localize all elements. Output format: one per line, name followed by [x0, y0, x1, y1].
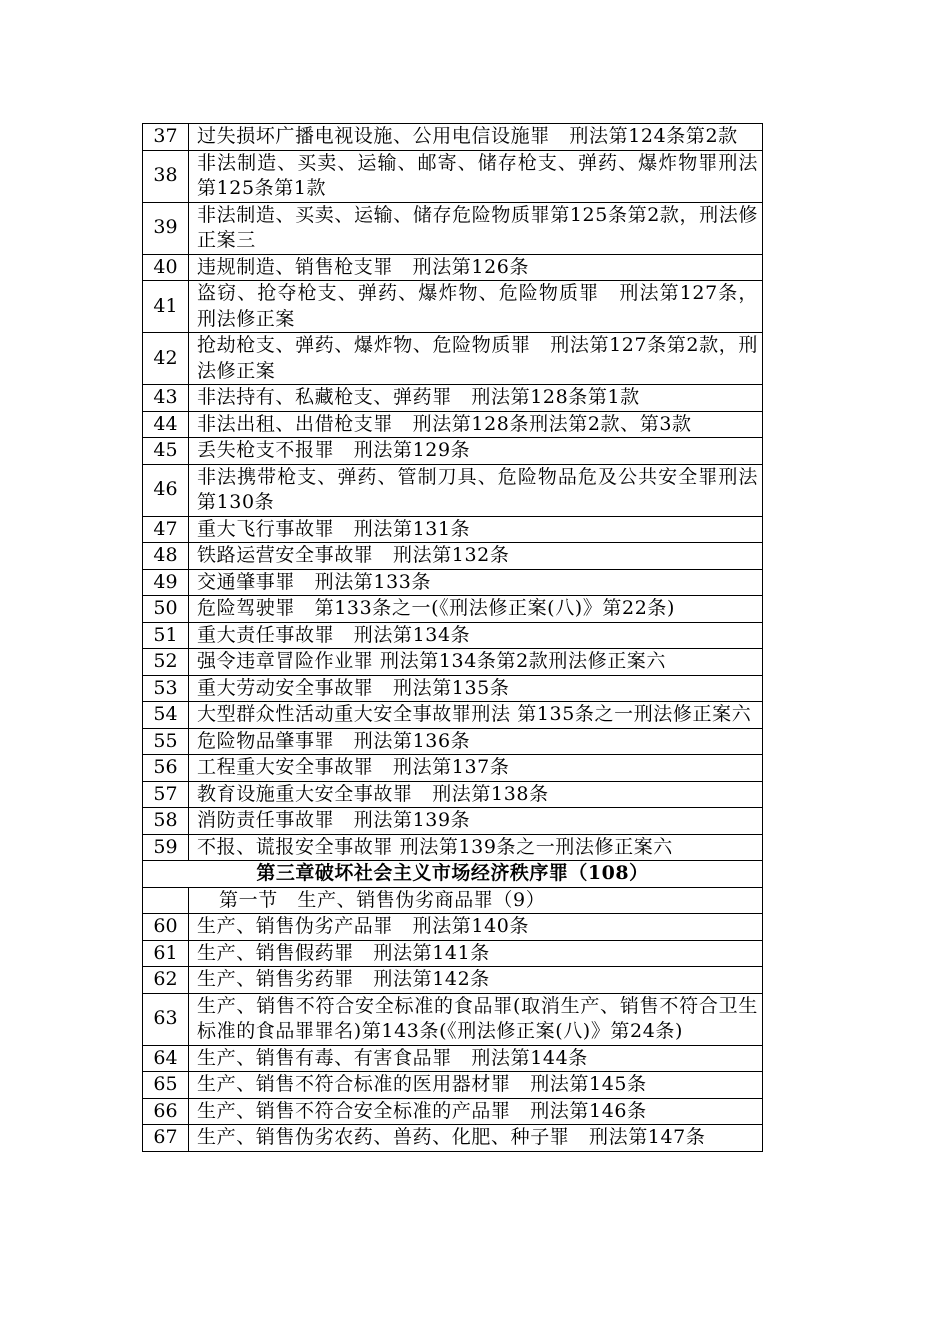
row-number: 65 — [143, 1072, 189, 1099]
crime-description: 生产、销售伪劣农药、兽药、化肥、种子罪 刑法第147条 — [189, 1125, 763, 1152]
table-row — [143, 516, 763, 543]
table-row — [143, 411, 763, 438]
row-number: 59 — [143, 834, 189, 861]
row-number-blank — [143, 887, 189, 914]
row-number: 42 — [143, 333, 189, 385]
crime-description: 生产、销售有毒、有害食品罪 刑法第144条 — [189, 1045, 763, 1072]
crime-description: 工程重大安全事故罪 刑法第137条 — [189, 755, 763, 782]
table-row — [143, 914, 763, 941]
row-number: 43 — [143, 385, 189, 412]
row-number: 49 — [143, 569, 189, 596]
row-number: 56 — [143, 755, 189, 782]
table-row — [143, 281, 763, 333]
crime-list-table — [142, 123, 763, 1152]
chapter-heading: 第三章破坏社会主义市场经济秩序罪（108） — [143, 861, 763, 888]
table-row — [143, 569, 763, 596]
row-number: 60 — [143, 914, 189, 941]
row-number: 63 — [143, 993, 189, 1045]
crime-description: 丢失枪支不报罪 刑法第129条 — [189, 438, 763, 465]
crime-description: 交通肇事罪 刑法第133条 — [189, 569, 763, 596]
crime-description: 危险驾驶罪 第133条之一(《刑法修正案(八)》第22条) — [189, 596, 763, 623]
row-number: 67 — [143, 1125, 189, 1152]
row-number: 40 — [143, 254, 189, 281]
crime-description: 不报、谎报安全事故罪 刑法第139条之一刑法修正案六 — [189, 834, 763, 861]
table-row — [143, 675, 763, 702]
row-number: 52 — [143, 649, 189, 676]
crime-description: 生产、销售劣药罪 刑法第142条 — [189, 967, 763, 994]
chapter-row — [143, 861, 763, 888]
row-number: 39 — [143, 202, 189, 254]
row-number: 64 — [143, 1045, 189, 1072]
crime-description: 过失损坏广播电视设施、公用电信设施罪 刑法第124条第2款 — [189, 124, 763, 151]
table-row — [143, 543, 763, 570]
row-number: 45 — [143, 438, 189, 465]
table-row — [143, 150, 763, 202]
crime-description: 强令违章冒险作业罪 刑法第134条第2款刑法修正案六 — [189, 649, 763, 676]
table-row — [143, 124, 763, 151]
row-number: 58 — [143, 808, 189, 835]
row-number: 55 — [143, 728, 189, 755]
row-number: 53 — [143, 675, 189, 702]
table-row — [143, 622, 763, 649]
crime-description: 重大飞行事故罪 刑法第131条 — [189, 516, 763, 543]
table-row — [143, 808, 763, 835]
section-heading: 第一节 生产、销售伪劣商品罪（9） — [189, 887, 763, 914]
crime-description: 生产、销售假药罪 刑法第141条 — [189, 940, 763, 967]
table-row — [143, 385, 763, 412]
crime-description: 生产、销售伪劣产品罪 刑法第140条 — [189, 914, 763, 941]
crime-description: 重大劳动安全事故罪 刑法第135条 — [189, 675, 763, 702]
table-row — [143, 1072, 763, 1099]
crime-description: 铁路运营安全事故罪 刑法第132条 — [189, 543, 763, 570]
table-row — [143, 993, 763, 1045]
table-row — [143, 254, 763, 281]
row-number: 46 — [143, 464, 189, 516]
table-row — [143, 464, 763, 516]
row-number: 61 — [143, 940, 189, 967]
crime-description: 危险物品肇事罪 刑法第136条 — [189, 728, 763, 755]
row-number: 62 — [143, 967, 189, 994]
row-number: 48 — [143, 543, 189, 570]
crime-description: 重大责任事故罪 刑法第134条 — [189, 622, 763, 649]
row-number: 41 — [143, 281, 189, 333]
crime-description: 消防责任事故罪 刑法第139条 — [189, 808, 763, 835]
crime-description: 非法制造、买卖、运输、储存危险物质罪第125条第2款，刑法修正案三 — [189, 202, 763, 254]
crime-description: 非法携带枪支、弹药、管制刀具、危险物品危及公共安全罪刑法第130条 — [189, 464, 763, 516]
row-number: 44 — [143, 411, 189, 438]
row-number: 57 — [143, 781, 189, 808]
row-number: 47 — [143, 516, 189, 543]
table-row — [143, 649, 763, 676]
crime-description: 生产、销售不符合安全标准的产品罪 刑法第146条 — [189, 1098, 763, 1125]
crime-description: 教育设施重大安全事故罪 刑法第138条 — [189, 781, 763, 808]
crime-description: 大型群众性活动重大安全事故罪刑法 第135条之一刑法修正案六 — [189, 702, 763, 729]
crime-description: 非法持有、私藏枪支、弹药罪 刑法第128条第1款 — [189, 385, 763, 412]
table-row — [143, 596, 763, 623]
crime-description: 盗窃、抢夺枪支、弹药、爆炸物、危险物质罪 刑法第127条，刑法修正案 — [189, 281, 763, 333]
crime-description: 生产、销售不符合标准的医用器材罪 刑法第145条 — [189, 1072, 763, 1099]
table-row — [143, 1125, 763, 1152]
table-row — [143, 781, 763, 808]
crime-description: 非法制造、买卖、运输、邮寄、储存枪支、弹药、爆炸物罪刑法第125条第1款 — [189, 150, 763, 202]
row-number: 38 — [143, 150, 189, 202]
table-row — [143, 755, 763, 782]
table-row — [143, 438, 763, 465]
row-number: 37 — [143, 124, 189, 151]
document-page — [142, 123, 763, 1152]
table-body-headings — [143, 861, 763, 914]
crime-description: 抢劫枪支、弹药、爆炸物、危险物质罪 刑法第127条第2款，刑法修正案 — [189, 333, 763, 385]
table-row — [143, 333, 763, 385]
section-row — [143, 887, 763, 914]
table-row — [143, 834, 763, 861]
row-number: 54 — [143, 702, 189, 729]
crime-description: 非法出租、出借枪支罪 刑法第128条刑法第2款、第3款 — [189, 411, 763, 438]
table-row — [143, 1098, 763, 1125]
table-body-lower — [143, 914, 763, 1152]
table-row — [143, 967, 763, 994]
table-body-upper — [143, 124, 763, 861]
table-row — [143, 728, 763, 755]
table-row — [143, 202, 763, 254]
table-row — [143, 940, 763, 967]
table-row — [143, 702, 763, 729]
table-row — [143, 1045, 763, 1072]
crime-description: 生产、销售不符合安全标准的食品罪(取消生产、销售不符合卫生标准的食品罪罪名)第143条(《刑法修正案(八)》第24条) — [189, 993, 763, 1045]
row-number: 51 — [143, 622, 189, 649]
crime-description: 违规制造、销售枪支罪 刑法第126条 — [189, 254, 763, 281]
row-number: 66 — [143, 1098, 189, 1125]
row-number: 50 — [143, 596, 189, 623]
